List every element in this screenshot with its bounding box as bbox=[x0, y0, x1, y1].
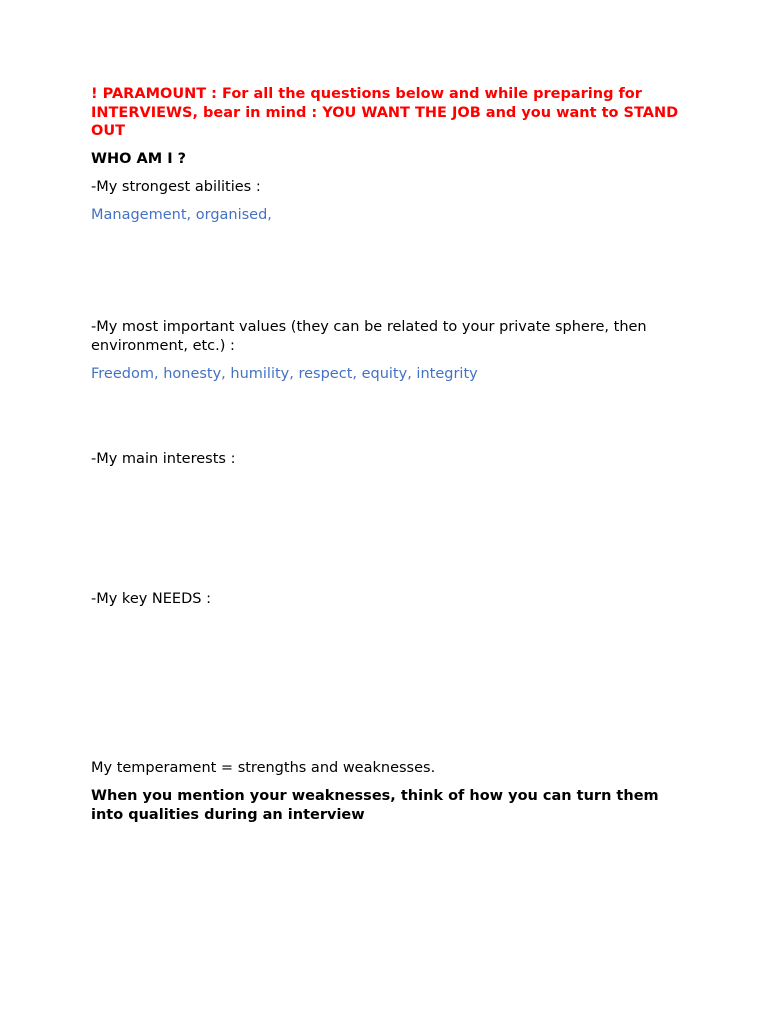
temperament-prompt: My temperament = strengths and weaknesses. bbox=[91, 760, 436, 776]
weakness-tip: When you mention your weaknesses, think of how you can turn them into qualities during an interview bbox=[91, 788, 659, 823]
interests-prompt: -My main interests : bbox=[91, 451, 236, 467]
abilities-answer: Management, organised, bbox=[91, 207, 272, 223]
needs-prompt: -My key NEEDS : bbox=[91, 591, 211, 607]
paramount-note: ! PARAMOUNT : For all the questions below and while preparing for INTERVIEWS, bear in mind : YOU WANT THE JOB and you want to STAND OUT bbox=[91, 86, 679, 139]
abilities-prompt: -My strongest abilities : bbox=[91, 179, 261, 195]
values-prompt: -My most important values (they can be related to your private sphere, then environment, etc.) : bbox=[91, 319, 647, 354]
section-heading-who-am-i: WHO AM I ? bbox=[91, 151, 187, 167]
values-answer: Freedom, honesty, humility, respect, equity, integrity bbox=[91, 366, 478, 382]
